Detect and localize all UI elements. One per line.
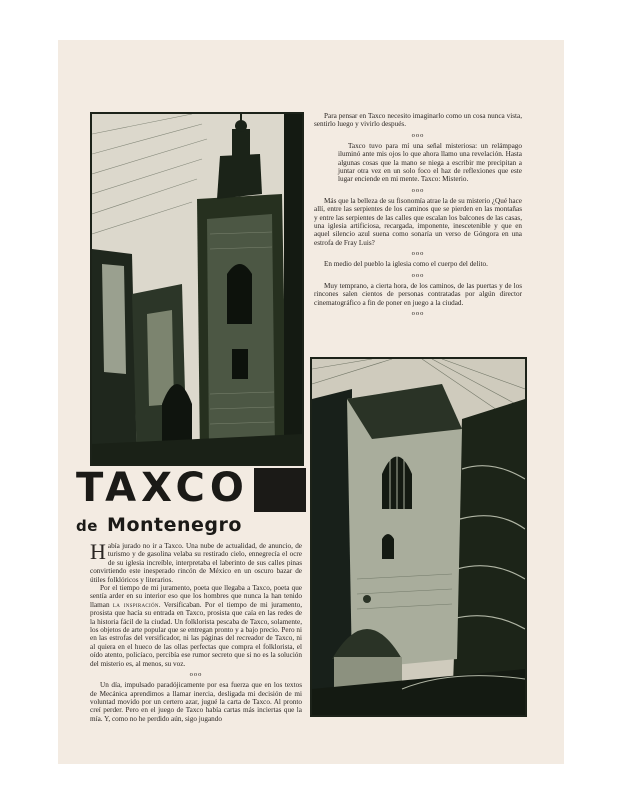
right-paragraph-1: Para pensar en Taxco necesito imaginarlo como un cosa nunca vista, sentirlo luego y vivirlo después.	[314, 112, 522, 129]
magazine-page	[58, 40, 564, 764]
church-tower-woodcut	[92, 114, 302, 464]
inspiracion-smallcaps: la inspiración	[112, 600, 159, 609]
article-title	[76, 466, 302, 538]
title-de: de	[76, 517, 98, 535]
left-paragraph-1	[90, 539, 302, 584]
left-paragraph-2a: Por el tiempo de mi juramento, poeta que llegaba a Taxco, poeta que sentía arder en su interior eso que los hombres que nunca la han tenido llaman	[90, 584, 302, 609]
title-montenegro: Montenegro	[107, 514, 242, 536]
separator: ooo	[189, 671, 203, 679]
separator: ooo	[411, 250, 425, 258]
left-paragraph-2b: . Versificaban. Por el tiempo de mi juramento, prosista que hacía su entrada en Taxco, prosista que caía en las redes de la historia fácil de la ciudad. Un folklorista pescaba de Taxco, solamente, los objetos de arte popular que se entregan pronto y a bajo precio. Pero ni en las estrofas del versificador, ni las páginas del recreador de Taxco, ni al quiera en el hueco de las ollas perfectas que compra el folklorista, el oído atento, policíaco, percibía ese rumor secreto que si no es la solución del misterio es, al menos, su voz.	[90, 600, 303, 668]
right-paragraph-3: Más que la belleza de su fisonomía atrae la de su misterio ¿Qué hace allí, entre las serpientes de los caminos que se pierden en las montañas y entre las serpientes de las calles que escalan los balcones de las casas, una iglesia artificiosa, recargada, imponente, inescetenible y que en aquel silencio azul suena como sonaría un verso de Góngora en una estrofa de Fray Luis?	[314, 196, 522, 247]
drop-cap: H	[90, 539, 106, 564]
separator: ooo	[411, 271, 425, 279]
title-taxco: TAXCO	[76, 465, 249, 511]
old-building-illustration	[310, 357, 527, 717]
title-black-bar	[254, 468, 306, 512]
separator: ooo	[411, 186, 425, 194]
right-paragraph-2: Taxco tuvo para mí una señal misteriosa: un relámpago iluminó ante mis ojos lo que ahora llamo una revelación. Hasta algunas cosas que la mano se niega a escribir me precipitan a juntar otra vez en un solo foco el haz de reflexiones que este lugar enciende en mi mente. Taxco: Misterio.	[338, 141, 522, 184]
left-text-column	[90, 539, 303, 723]
right-paragraph-5: Muy temprano, a cierta hora, de los caminos, de las puertas y de los rincones salen cientos de personas contratadas por algún director cinematográfico a fin de poner en juego a la ciudad.	[314, 281, 522, 307]
separator: ooo	[411, 309, 425, 317]
left-paragraph-1-text: abía jurado no ir a Taxco. Una nube de actualidad, de anuncio, de turismo y de gasolina velaba su restirado cielo, ennegrecía el ocre de su iglesia increíble, interpretaba el laberinto de sus calles pinas convirtiendo este inesperado rincón de México en un oscuro bazar de útiles folklóricos y literarios.	[90, 542, 302, 584]
title-subtitle	[76, 514, 242, 537]
separator: ooo	[411, 131, 425, 139]
right-paragraph-4: En medio del pueblo la iglesia como el cuerpo del delito.	[324, 260, 488, 269]
left-paragraph-3: Un día, impulsado paradójicamente por esa fuerza que en los textos de Mecánica aprendimos a llamar inercia, desligada mi decisión de mi voluntad movido por un certero azar, jugué la carta de Taxco. Al pronto creí perder. Pero en el juego de Taxco había cartas más inciertas que la mía. Y, como no he perdido aún, sigo jugando	[90, 681, 302, 723]
right-text-column	[314, 112, 522, 320]
left-paragraph-2	[90, 584, 302, 668]
old-building-woodcut	[312, 359, 525, 715]
church-tower-illustration	[90, 112, 304, 466]
